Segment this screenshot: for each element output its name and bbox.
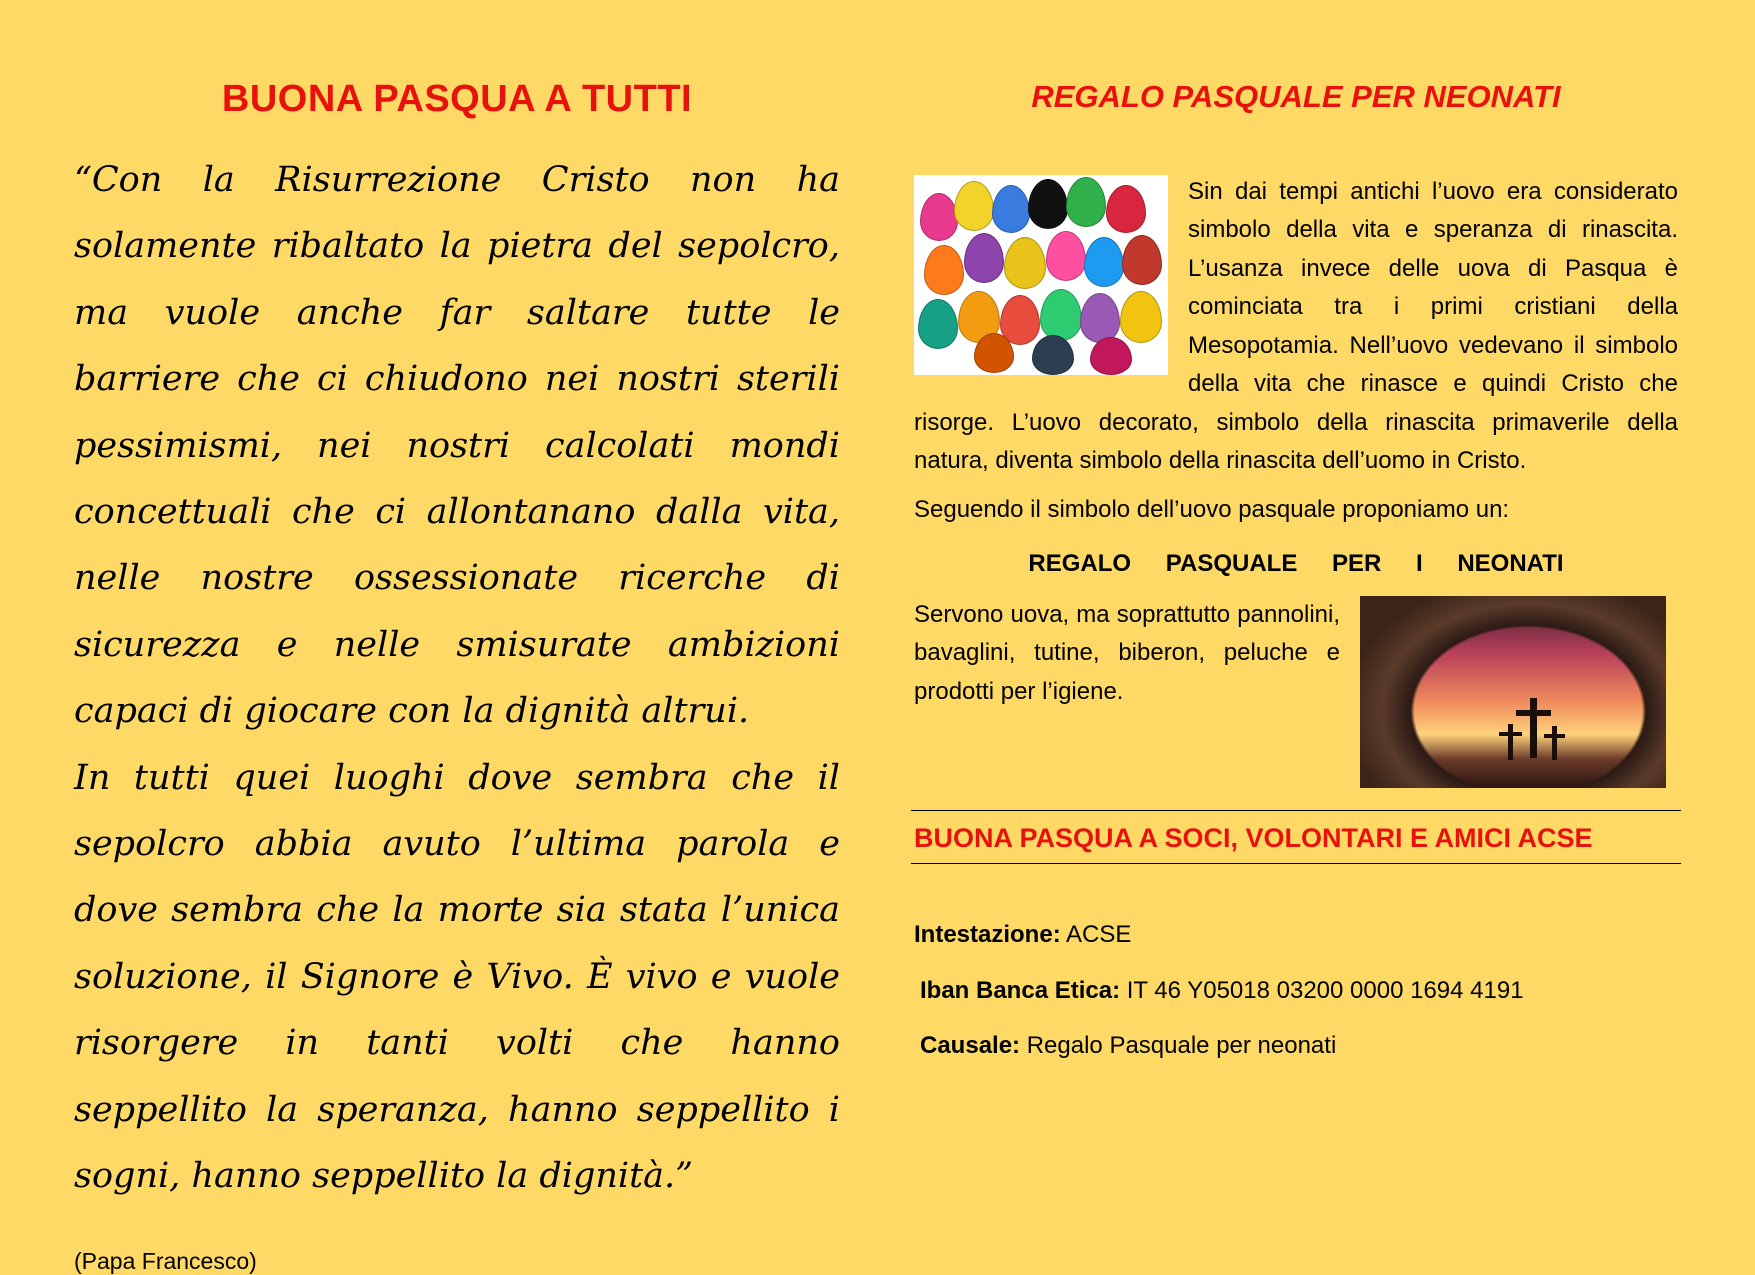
right-column [914, 78, 1678, 1083]
quote-paragraph-1: “Con la Risurrezione Cristo non ha solamente ribaltato la pietra del sepolcro, ma vuole anche far saltare tutte le barriere che ci chiudono nei nostri sterili pessimismi, nei nostri calcolati mondi concettuali che ci allontanano dalla vita, nelle nostre ossessionate ricerche di sicurezza e nelle smisurate ambizioni capaci di giocare con la dignità altrui. [74, 160, 840, 732]
egg-icon [918, 299, 958, 349]
egg-icon [1090, 337, 1132, 375]
right-title: REGALO PASQUALE PER NEONATI [1031, 79, 1561, 114]
bank-reason-line [914, 1027, 1678, 1066]
cross-icon [1544, 734, 1565, 738]
egg-icon [920, 193, 958, 241]
quote-paragraph-2: In tutti quei luoghi dove sembra che il sepolcro abbia avuto l’ultima parola e dove sembra che la morte sia stata l’unica soluzione, il Signore è Vivo. È vivo e vuole risorgere in tanti volti che hanno seppellito la speranza, hanno seppellito i sogni, hanno seppellito la dignità.” [74, 757, 840, 1197]
egg-icon [1084, 237, 1124, 287]
bank-reason-label: Causale: [920, 1032, 1021, 1059]
egg-icon [954, 181, 994, 231]
cross-icon [1499, 732, 1522, 736]
needs-paragraph: Servono uova, ma soprattutto pannolini, bavaglini, tutine, biberon, peluche e prodotti per l’igiene. [914, 600, 1340, 705]
left-column [74, 78, 840, 1275]
egg-icon [1040, 289, 1082, 341]
egg-icon [1120, 291, 1162, 343]
bank-holder-value: ACSE [1066, 921, 1132, 948]
cross-icon [1508, 724, 1513, 760]
bank-iban-line [914, 972, 1678, 1011]
proposal-paragraph: Seguendo il simbolo dell’uovo pasquale proponiamo un: [914, 495, 1510, 523]
egg-icon [964, 233, 1004, 283]
bank-iban-value: IT 46 Y05018 03200 0000 1694 4191 [1126, 976, 1524, 1004]
egg-icon [1122, 235, 1162, 285]
egg-icon [924, 245, 964, 295]
egg-icon [1080, 293, 1120, 343]
intro-paragraph: Sin dai tempi antichi l’uovo era considerato simbolo della vita e speranza di rinascita. L’usanza invece delle uova di Pasqua è cominciata tra i primi cristiani della Mesopotamia. Nell’uovo vedevano il simbolo della vita che rinasce e quindi Cristo che risorge. L’uovo decorato, simbolo della rinascita primaverile della natura, diventa simbolo della rinascita dell’uomo in Cristo. [914, 177, 1678, 474]
empty-tomb-image [1360, 596, 1666, 788]
cross-icon [1530, 698, 1537, 758]
egg-icon [1004, 237, 1046, 289]
cross-icon [1516, 710, 1551, 716]
gift-heading: REGALO PASQUALE PER I NEONATI [1028, 550, 1564, 577]
egg-icon [1032, 335, 1074, 375]
egg-icon [1106, 185, 1146, 233]
cave-frame [1360, 596, 1666, 788]
cross-icon [1552, 726, 1557, 760]
bank-holder-label: Intestazione: [914, 921, 1061, 948]
bank-reason-value: Regalo Pasquale per neonati [1026, 1032, 1337, 1059]
acse-banner: BUONA PASQUA A SOCI, VOLONTARI E AMICI ACSE [914, 822, 1593, 853]
easter-eggs-image [914, 175, 1168, 375]
bank-info [914, 916, 1678, 1066]
egg-icon [992, 185, 1030, 233]
egg-icon [1046, 231, 1086, 281]
egg-icon [1066, 177, 1106, 227]
left-title: BUONA PASQUA A TUTTI [221, 78, 693, 120]
bank-iban-label: Iban Banca Etica: [920, 976, 1121, 1004]
quote-attribution: (Papa Francesco) [74, 1247, 257, 1274]
egg-icon [1028, 179, 1068, 229]
bank-holder-line [914, 916, 1678, 955]
banner-bottom-rule [911, 863, 1681, 864]
